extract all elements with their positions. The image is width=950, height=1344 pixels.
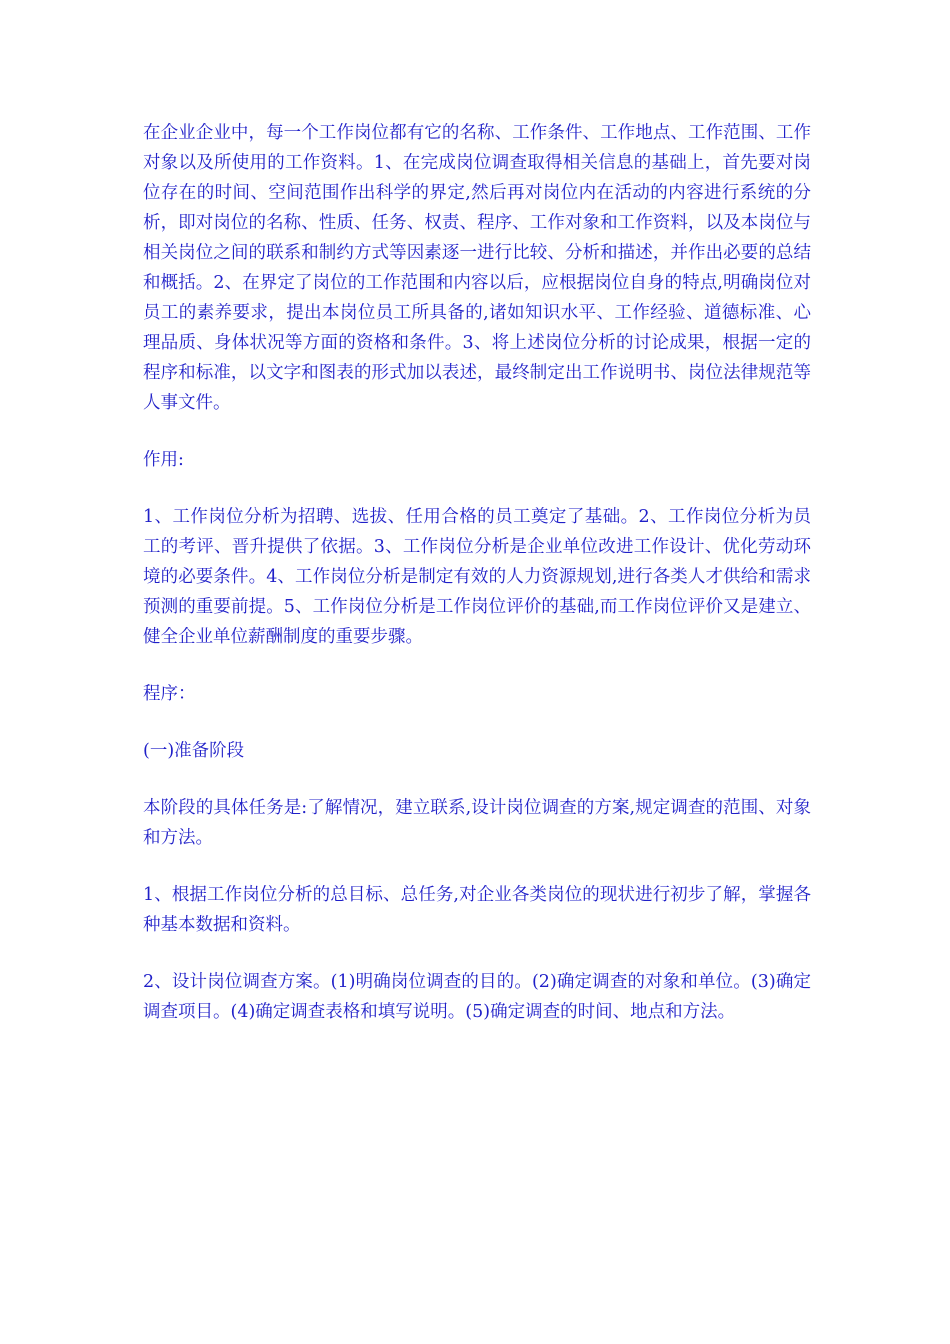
heading-procedure: 程序：: [143, 684, 196, 704]
paragraph-stage-task: 本阶段的具体任务是:了解情况，建立联系,设计岗位调查的方案,规定调查的范围、对象和方法。: [143, 798, 811, 848]
document-body: [143, 118, 811, 1054]
paragraph-intro: 在企业企业中，每一个工作岗位都有它的名称、工作条件、工作地点、工作范围、工作对象以及所使用的工作资料。1、在完成岗位调查取得相关信息的基础上，首先要对岗位存在的时间、空间范围作出科学的界定,然后再对岗位内在活动的内容进行系统的分析，即对岗位的名称、性质、任务、权责、程序、工作对象和工作资料，以及本岗位与相关岗位之间的联系和制约方式等因素逐一进行比较、分析和描述，并作出必要的总结和概括。2、在界定了岗位的工作范围和内容以后，应根据岗位自身的特点,明确岗位对员工的素养要求，提出本岗位员工所具备的,诸如知识水平、工作经验、道德标准、心理品质、身体状况等方面的资格和条件。3、将上述岗位分析的讨论成果，根据一定的程序和标准，以文字和图表的形式加以表述，最终制定出工作说明书、岗位法律规范等人事文件。: [143, 123, 811, 413]
heading-function: 作用:: [143, 450, 184, 470]
paragraph-step-1: 1、根据工作岗位分析的总目标、总任务,对企业各类岗位的现状进行初步了解，掌握各种基本数据和资料。: [143, 885, 811, 935]
paragraph-function: 1、工作岗位分析为招聘、选拔、任用合格的员工奠定了基础。2、工作岗位分析为员工的考评、晋升提供了依据。3、工作岗位分析是企业单位改进工作设计、优化劳动环境的必要条件。4、工作岗位分析是制定有效的人力资源规划,进行各类人才供给和需求预测的重要前提。5、工作岗位分析是工作岗位评价的基础,而工作岗位评价又是建立、健全企业单位薪酬制度的重要步骤。: [143, 507, 811, 647]
heading-preparation-stage: (一)准备阶段: [143, 741, 245, 761]
paragraph-step-2: 2、设计岗位调查方案。(1)明确岗位调查的目的。(2)确定调查的对象和单位。(3)确定调查项目。(4)确定调查表格和填写说明。(5)确定调查的时间、地点和方法。: [143, 972, 811, 1022]
